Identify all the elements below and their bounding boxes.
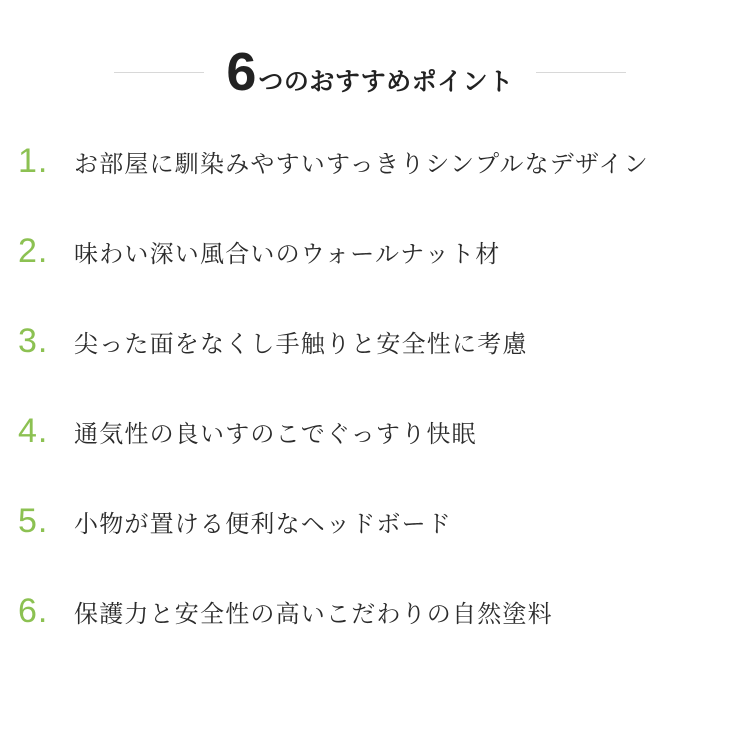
list-item-label: 保護力と安全性の高いこだわりの自然塗料 [74,600,553,628]
heading-rule-right [536,72,626,73]
points-list [0,142,740,682]
heading-rule-left [114,72,204,73]
list-item-number: 3. [18,322,49,360]
heading-label: つのおすすめポイント [258,67,514,96]
list-item-number: 6. [18,592,49,630]
list-item-label: お部屋に馴染みやすいすっきりシンプルなデザイン [74,150,649,178]
list-item [0,322,740,412]
list-item-number: 4. [18,412,49,450]
heading-number: 6 [226,42,256,102]
list-item [0,412,740,502]
section-heading [0,40,740,104]
list-item-label: 尖った面をなくし手触りと安全性に考慮 [74,330,528,358]
list-item-number: 5. [18,502,49,540]
list-item-label: 小物が置ける便利なヘッドボード [74,510,452,538]
list-item [0,142,740,232]
list-item-number: 1. [18,142,49,180]
list-item-number: 2. [18,232,49,270]
list-item [0,502,740,592]
list-item-label: 味わい深い風合いのウォールナット材 [74,240,501,268]
list-item [0,592,740,682]
list-item-label: 通気性の良いすのこでぐっすり快眠 [74,420,477,448]
heading-text [226,42,514,102]
list-item [0,232,740,322]
